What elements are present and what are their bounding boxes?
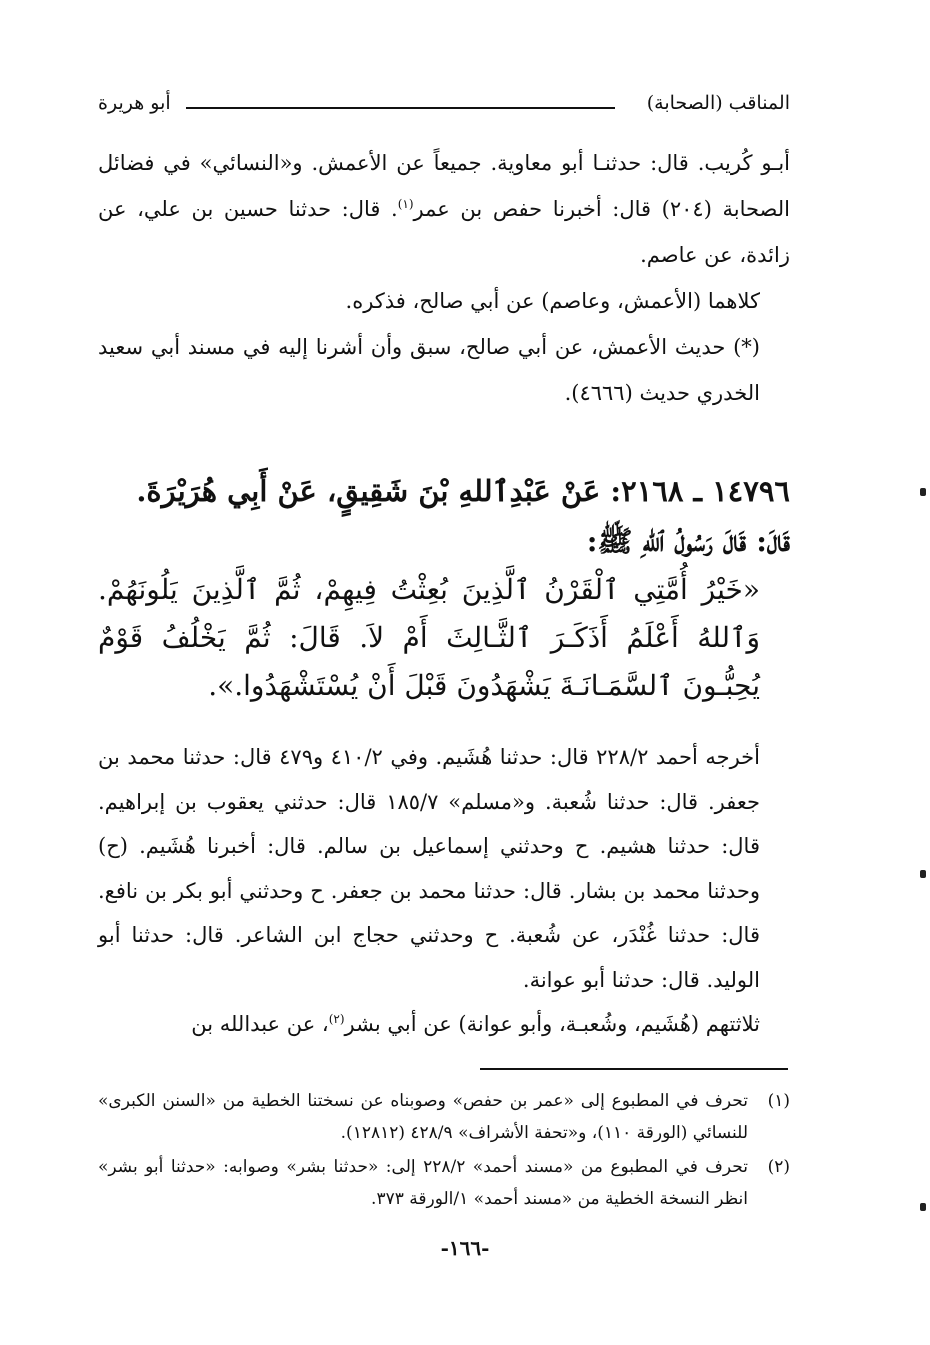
takhrij-paragraph-part: ثلاثتهم (هُشَيم، وشُعبـة، وأبو عوانة) عن أبي بشر bbox=[344, 1012, 760, 1036]
hadith-intro-line: قَالَ: قَالَ رَسُولُ ٱللهِ ﷺ: bbox=[586, 524, 790, 558]
hadith-number-line: ١٤٧٩٦ ـ ٢١٦٨: عَنْ عَبْدِٱللهِ بْنَ شَقِيقٍ، عَنْ أَبِي هُرَيْرَةَ. bbox=[136, 474, 790, 508]
scan-mark bbox=[920, 1203, 926, 1211]
intro-paragraph bbox=[98, 140, 790, 278]
intro-text bbox=[98, 140, 790, 416]
intro-paragraph-part: أبـو كُريب. قال: حدثنـا أبو معاوية. جميعاً عن الأعمش. و«النسائي» في فضائل الصحابة (٢٠٤) قال: أخبرنا حفص بن عمر bbox=[98, 151, 790, 221]
header-chapter: المناقب (الصحابة) bbox=[646, 92, 790, 114]
takhrij-paragraph-part: ، عن عبدالله بن bbox=[191, 1012, 329, 1036]
header-rule bbox=[186, 107, 615, 109]
intro-paragraph-part: . قال: حدثنا حسين بن علي، عن زائدة، عن عاصم. bbox=[98, 197, 790, 267]
intro-paragraph: (*) حديث الأعمش، عن أبي صالح، سبق وأن أشرنا إليه في مسند أبي سعيد الخدري حديث (٤٦٦٦). bbox=[98, 335, 760, 405]
footnote bbox=[98, 1085, 790, 1149]
hadith-heading bbox=[98, 466, 790, 566]
page-number: -١٦٦- bbox=[440, 1236, 490, 1260]
scan-mark bbox=[920, 488, 926, 496]
header-subject: أبو هريرة bbox=[98, 92, 171, 114]
footnote-ref[interactable]: (٢) bbox=[328, 1012, 345, 1026]
footnote-ref[interactable]: (١) bbox=[397, 197, 414, 211]
footnote-text: تحرف في المطبوع من «مسند أحمد» ٢٢٨/٢ إلى: «حدثنا بشر» وصوابه: «حدثنا أبو بشر» انظر النسخة الخطية من «مسند أحمد» ١/الورقة ٣٧٣. bbox=[98, 1157, 748, 1209]
takhrij-text bbox=[98, 735, 790, 1047]
footnote-number: (١) bbox=[767, 1091, 790, 1111]
scan-mark bbox=[920, 870, 926, 878]
running-header bbox=[98, 92, 790, 120]
takhrij-paragraph: أخرجه أحمد ٢٢٨/٢ قال: حدثنا هُشَيم. وفي ٤١٠/٢ و٤٧٩ قال: حدثنا محمد بن جعفر. قال: حدثنا شُعبة. و«مسلم» ١٨٥/٧ قال: حدثني يعقوب بن إبراهيم. قال: حدثنا هشيم. ح وحدثني إسماعيل بن سالم. قال: أخبرنا هُشَيم. (ح) وحدثنا محمد بن بشار. قال: حدثنا محمد بن جعفر. ح وحدثني أبو بكر بن نافع. قال: حدثنا غُنْدَر، عن شُعبة. ح وحدثني حجاج ابن الشاعر. قال: حدثنا أبو الوليد. قال: حدثنا أبو عوانة. bbox=[98, 745, 760, 992]
footnote-rule bbox=[480, 1068, 788, 1070]
hadith-matn: «خَيْرُ أُمَّتِي ٱلْقَرْنُ ٱلَّذِينَ بُعِثْتُ فِيهِمْ، ثُمَّ ٱلَّذِينَ يَلُونَهُمْ. وَٱللهُ أَعْلَمُ أَذَكَـرَ ٱلثَّـالِثَ أَمْ لاَ. قَالَ: ثُمَّ يَخْلُفُ قَوْمٌ يُحِبُّـونَ ٱلسَّمَـانَـةَ يَشْهَدُونَ قَبْلَ أَنْ يُسْتَشْهَدُوا.». bbox=[98, 573, 760, 702]
hadith-text bbox=[98, 566, 790, 710]
intro-paragraph: كلاهما (الأعمش، وعاصم) عن أبي صالح، فذكره. bbox=[345, 289, 760, 313]
footnotes bbox=[98, 1085, 790, 1217]
footnote-number: (٢) bbox=[767, 1157, 790, 1177]
footnote bbox=[98, 1151, 790, 1215]
takhrij-paragraph bbox=[98, 1002, 790, 1047]
footnote-text: تحرف في المطبوع إلى «عمر بن حفص» وصوبناه عن نسختنا الخطية من «السنن الكبرى» للنسائي (الورقة ١١٠)، و«تحفة الأشراف» ٤٢٨/٩ (١٢٨١٢). bbox=[98, 1091, 748, 1143]
